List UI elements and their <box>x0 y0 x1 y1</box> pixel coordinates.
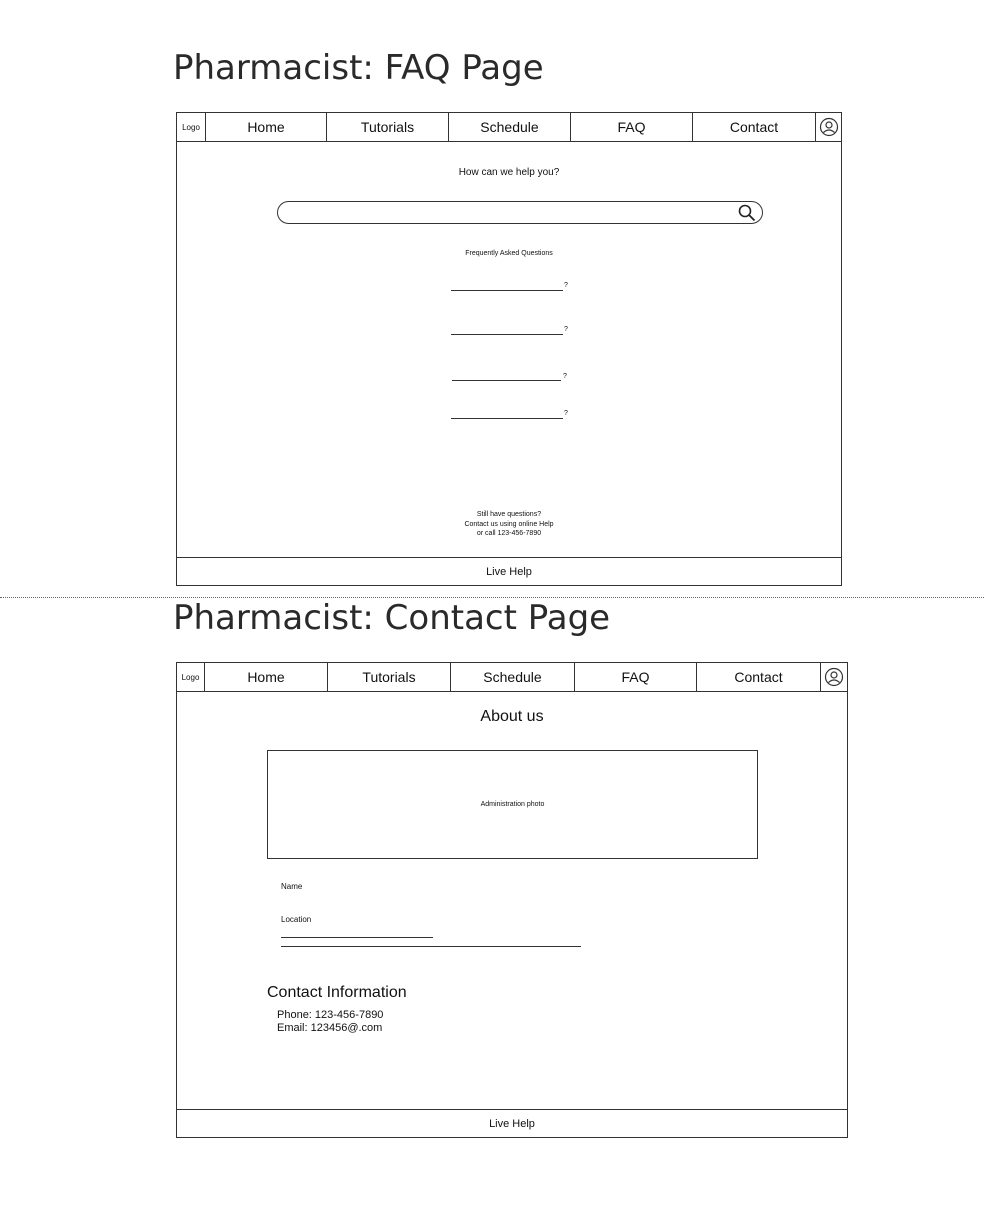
help-line: Contact us using online Help <box>464 520 554 528</box>
nav-tutorials[interactable]: Tutorials <box>328 663 451 691</box>
live-help-button[interactable]: Live Help <box>177 557 841 585</box>
faq-nav-bar <box>177 113 841 142</box>
faq-question-line[interactable] <box>451 418 563 419</box>
nav-contact[interactable]: Contact <box>693 113 816 141</box>
photo-label: Administration photo <box>480 801 545 808</box>
contact-info-heading: Contact Information <box>267 984 407 1001</box>
help-line: or call 123-456-7890 <box>476 530 542 537</box>
faq-page-frame <box>176 112 842 586</box>
faq-list-heading: Frequently Asked Questions <box>465 250 553 257</box>
nav-schedule[interactable]: Schedule <box>449 113 571 141</box>
contact-details <box>277 1009 383 1035</box>
help-line: Still have questions? <box>476 511 542 518</box>
nav-home[interactable]: Home <box>206 113 327 141</box>
nav-tutorials[interactable]: Tutorials <box>327 113 449 141</box>
contact-page-frame <box>176 662 848 1138</box>
nav-home[interactable]: Home <box>205 663 328 691</box>
logo[interactable]: Logo <box>177 663 205 691</box>
phone-text: Phone: 123-456-7890 <box>277 1009 384 1021</box>
faq-question-line[interactable] <box>452 380 561 381</box>
still-have-questions <box>177 510 841 539</box>
nav-schedule[interactable]: Schedule <box>451 663 575 691</box>
separator-line <box>281 946 581 947</box>
faq-question-mark: ? <box>564 282 568 289</box>
faq-question-mark: ? <box>563 373 567 380</box>
user-circle-icon <box>819 117 839 137</box>
search-input[interactable] <box>277 201 763 224</box>
profile-button[interactable] <box>816 113 841 141</box>
logo[interactable]: Logo <box>177 113 206 141</box>
faq-question-mark: ? <box>564 410 568 417</box>
search-icon[interactable] <box>738 204 756 222</box>
faq-question-line[interactable] <box>451 334 563 335</box>
nav-faq[interactable]: FAQ <box>571 113 693 141</box>
faq-help-heading: How can we help you? <box>458 167 560 178</box>
administration-photo <box>267 750 758 859</box>
live-help-button[interactable]: Live Help <box>177 1109 847 1137</box>
user-circle-icon <box>824 667 844 687</box>
nav-faq[interactable]: FAQ <box>575 663 697 691</box>
location-underline <box>281 937 433 938</box>
contact-page-title: Pharmacist: Contact Page <box>173 598 611 638</box>
nav-contact[interactable]: Contact <box>697 663 821 691</box>
name-label: Name <box>281 882 303 891</box>
about-us-heading: About us <box>480 708 544 725</box>
faq-question-line[interactable] <box>451 290 563 291</box>
faq-page-title: Pharmacist: FAQ Page <box>173 48 544 88</box>
email-text: Email: 123456@.com <box>277 1022 383 1034</box>
profile-button[interactable] <box>821 663 847 691</box>
faq-question-mark: ? <box>564 326 568 333</box>
location-label: Location <box>281 915 312 924</box>
contact-nav-bar <box>177 663 847 692</box>
